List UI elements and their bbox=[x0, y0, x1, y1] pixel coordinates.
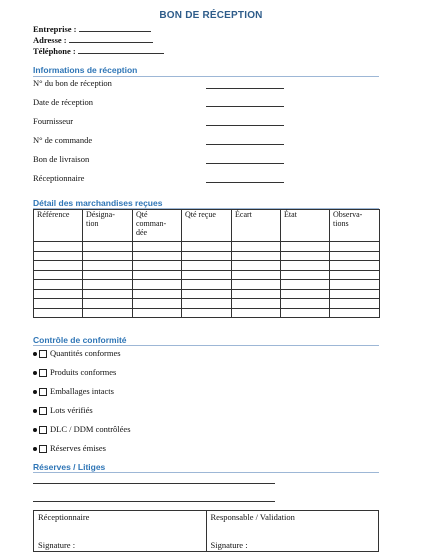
header-field-address bbox=[33, 35, 153, 45]
table-cell[interactable] bbox=[83, 289, 133, 299]
table-cell[interactable] bbox=[182, 280, 232, 290]
table-cell[interactable] bbox=[83, 242, 133, 252]
table-cell[interactable] bbox=[281, 289, 330, 299]
fill-line bbox=[206, 163, 284, 164]
signature-label: Signature : bbox=[210, 540, 248, 550]
document-title: BON DE RÉCEPTION bbox=[159, 10, 263, 21]
fill-line bbox=[206, 182, 284, 183]
column-header: Qté reçue bbox=[182, 210, 232, 242]
field-label: Fournisseur bbox=[33, 116, 74, 126]
fill-line bbox=[206, 144, 284, 145]
table-cell[interactable] bbox=[83, 251, 133, 261]
checkbox[interactable] bbox=[39, 369, 47, 377]
checklist-item bbox=[33, 443, 106, 453]
table-cell[interactable] bbox=[281, 270, 330, 280]
table-row bbox=[34, 289, 380, 299]
bullet-icon bbox=[33, 428, 37, 432]
header-field-phone bbox=[33, 46, 164, 56]
column-header: Désigna- tion bbox=[83, 210, 133, 242]
checkbox[interactable] bbox=[39, 350, 47, 358]
fill-line bbox=[206, 88, 284, 89]
checkbox[interactable] bbox=[39, 388, 47, 396]
signature-table bbox=[33, 510, 379, 552]
table-cell[interactable] bbox=[34, 299, 83, 309]
table-row bbox=[34, 242, 380, 252]
checklist-item bbox=[33, 348, 121, 358]
table-header-row bbox=[34, 210, 380, 242]
bullet-icon bbox=[33, 352, 37, 356]
fill-line bbox=[206, 125, 284, 126]
table-cell[interactable] bbox=[330, 308, 380, 318]
table-cell[interactable] bbox=[133, 308, 182, 318]
column-header: État bbox=[281, 210, 330, 242]
table-cell[interactable] bbox=[232, 270, 281, 280]
checklist-label: Produits conformes bbox=[50, 367, 117, 377]
table-cell[interactable] bbox=[330, 242, 380, 252]
table-row bbox=[34, 261, 380, 271]
header-field-label: Entreprise : bbox=[33, 24, 77, 34]
checklist-label: Lots vérifiés bbox=[50, 405, 93, 415]
table-cell[interactable] bbox=[232, 299, 281, 309]
table-row bbox=[34, 251, 380, 261]
fill-line bbox=[69, 35, 153, 43]
header-field-company bbox=[33, 24, 151, 34]
table-row bbox=[34, 280, 380, 290]
table-cell[interactable] bbox=[232, 242, 281, 252]
table-cell[interactable] bbox=[83, 261, 133, 271]
table-cell[interactable] bbox=[133, 289, 182, 299]
checklist-label: Réserves émises bbox=[50, 443, 106, 453]
header-field-label: Téléphone : bbox=[33, 46, 76, 56]
table-cell[interactable] bbox=[83, 270, 133, 280]
checklist-item bbox=[33, 405, 93, 415]
table-cell[interactable] bbox=[330, 299, 380, 309]
section-heading-goods: Détail des marchandises reçues bbox=[33, 198, 163, 208]
section-heading-reserves: Réserves / Litiges bbox=[33, 462, 106, 472]
column-header: Observa- tions bbox=[330, 210, 380, 242]
section-divider bbox=[33, 472, 379, 473]
field-label: N° du bon de réception bbox=[33, 78, 112, 88]
table-cell[interactable] bbox=[133, 299, 182, 309]
table-cell[interactable] bbox=[330, 289, 380, 299]
goods-table bbox=[33, 209, 380, 318]
table-cell[interactable] bbox=[330, 280, 380, 290]
bullet-icon bbox=[33, 409, 37, 413]
checklist-item bbox=[33, 367, 116, 377]
checkbox[interactable] bbox=[39, 445, 47, 453]
column-header: Référence bbox=[34, 210, 83, 242]
table-cell[interactable] bbox=[133, 242, 182, 252]
table-cell[interactable] bbox=[330, 261, 380, 271]
table-cell[interactable] bbox=[281, 261, 330, 271]
section-heading-reception: Informations de réception bbox=[33, 65, 138, 75]
table-cell[interactable] bbox=[182, 299, 232, 309]
table-cell[interactable] bbox=[182, 251, 232, 261]
fill-line bbox=[79, 24, 151, 32]
bullet-icon bbox=[33, 390, 37, 394]
checklist-label: Quantités conformes bbox=[50, 348, 121, 358]
checkbox[interactable] bbox=[39, 407, 47, 415]
fill-line bbox=[78, 46, 164, 54]
table-cell[interactable] bbox=[232, 289, 281, 299]
table-cell[interactable] bbox=[83, 308, 133, 318]
bullet-icon bbox=[33, 447, 37, 451]
table-cell[interactable] bbox=[182, 308, 232, 318]
reserves-line bbox=[33, 483, 275, 484]
table-cell[interactable] bbox=[330, 251, 380, 261]
table-cell[interactable] bbox=[133, 251, 182, 261]
table-cell[interactable] bbox=[182, 270, 232, 280]
reserves-line bbox=[33, 501, 275, 502]
table-cell[interactable] bbox=[330, 270, 380, 280]
signature-cell-receiver[interactable] bbox=[34, 511, 207, 552]
table-cell[interactable] bbox=[281, 308, 330, 318]
table-cell[interactable] bbox=[281, 242, 330, 252]
section-divider bbox=[33, 345, 379, 346]
checklist-label: DLC / DDM contrôlées bbox=[50, 424, 131, 434]
table-cell[interactable] bbox=[232, 308, 281, 318]
table-cell[interactable] bbox=[34, 251, 83, 261]
checklist-item bbox=[33, 386, 114, 396]
table-cell[interactable] bbox=[34, 261, 83, 271]
table-cell[interactable] bbox=[133, 270, 182, 280]
table-row bbox=[34, 299, 380, 309]
table-cell[interactable] bbox=[182, 261, 232, 271]
signature-label: Signature : bbox=[38, 540, 76, 550]
field-label: Date de réception bbox=[33, 97, 93, 107]
table-cell[interactable] bbox=[281, 251, 330, 261]
column-header: Écart bbox=[232, 210, 281, 242]
table-cell[interactable] bbox=[232, 251, 281, 261]
bullet-icon bbox=[33, 371, 37, 375]
field-label: Réceptionnaire bbox=[33, 173, 85, 183]
field-label: N° de commande bbox=[33, 135, 93, 145]
table-cell[interactable] bbox=[281, 280, 330, 290]
field-label: Bon de livraison bbox=[33, 154, 90, 164]
checkbox[interactable] bbox=[39, 426, 47, 434]
checklist-item bbox=[33, 424, 131, 434]
signature-cell-validation[interactable] bbox=[206, 511, 379, 552]
header-field-label: Adresse : bbox=[33, 35, 67, 45]
column-header: Qté comman- dée bbox=[133, 210, 182, 242]
table-row bbox=[34, 270, 380, 280]
table-cell[interactable] bbox=[34, 270, 83, 280]
table-cell[interactable] bbox=[281, 299, 330, 309]
table-cell[interactable] bbox=[133, 280, 182, 290]
table-row bbox=[34, 308, 380, 318]
table-cell[interactable] bbox=[34, 280, 83, 290]
table-cell[interactable] bbox=[34, 289, 83, 299]
signature-cell-label: Réceptionnaire bbox=[38, 512, 90, 522]
table-cell[interactable] bbox=[232, 261, 281, 271]
checklist-label: Emballages intacts bbox=[50, 386, 114, 396]
goods-table-body bbox=[34, 242, 380, 318]
table-cell[interactable] bbox=[133, 261, 182, 271]
table-cell[interactable] bbox=[182, 242, 232, 252]
table-cell[interactable] bbox=[34, 242, 83, 252]
table-cell[interactable] bbox=[34, 308, 83, 318]
table-cell[interactable] bbox=[232, 280, 281, 290]
fill-line bbox=[206, 106, 284, 107]
table-cell[interactable] bbox=[83, 280, 133, 290]
section-heading-conformity: Contrôle de conformité bbox=[33, 335, 127, 345]
table-cell[interactable] bbox=[83, 299, 133, 309]
section-divider bbox=[33, 76, 379, 77]
table-cell[interactable] bbox=[182, 289, 232, 299]
signature-cell-label: Responsable / Validation bbox=[210, 512, 295, 522]
